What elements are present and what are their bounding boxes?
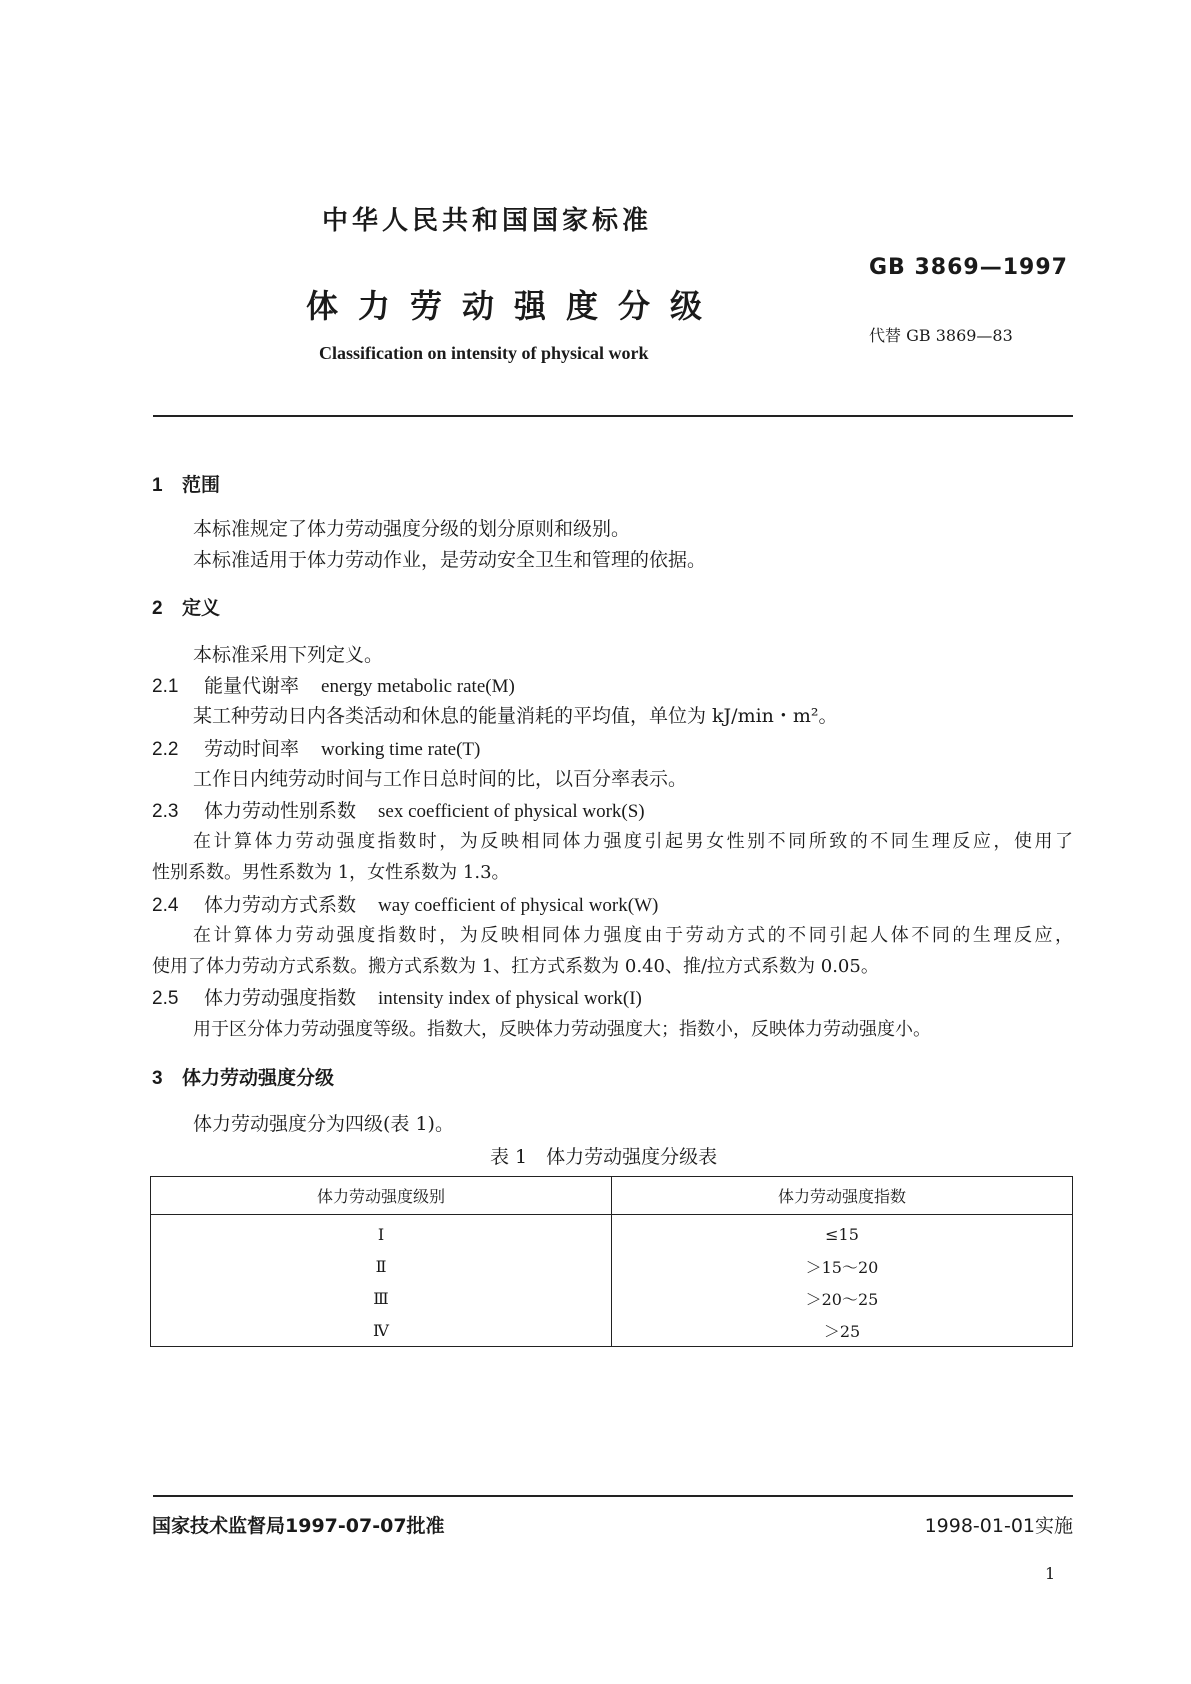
index-cell: ≤15 bbox=[612, 1215, 1073, 1251]
table-caption: 表 1 体力劳动强度分级表 bbox=[490, 1146, 718, 1168]
intensity-classification-table bbox=[150, 1176, 1073, 1347]
index-cell: ＞15～20 bbox=[612, 1250, 1073, 1282]
paragraph-continued: 使用了体力劳动方式系数。搬方式系数为 1、扛方式系数为 0.40、推/拉方式系数为 0.05。 bbox=[152, 956, 879, 977]
term: 体力劳动性别系数 bbox=[204, 800, 357, 822]
footer-divider bbox=[153, 1495, 1073, 1497]
section-2-heading bbox=[152, 596, 220, 621]
level-cell: Ⅰ bbox=[151, 1215, 612, 1251]
table-header-row bbox=[151, 1177, 1073, 1215]
definition-2-4 bbox=[152, 893, 658, 918]
term: 体力劳动方式系数 bbox=[204, 894, 357, 916]
term-english: sex coefficient of physical work(S) bbox=[378, 801, 645, 822]
paragraph: 在计算体力劳动强度指数时，为反映相同体力强度由于劳动方式的不同引起人体不同的生理反应， bbox=[193, 925, 1073, 946]
level-cell: Ⅲ bbox=[151, 1282, 612, 1314]
page-number: 1 bbox=[1045, 1564, 1056, 1583]
section-number: 3 bbox=[152, 1068, 163, 1089]
table-row bbox=[151, 1282, 1073, 1314]
level-cell: Ⅳ bbox=[151, 1314, 612, 1347]
approval-note: 国家技术监督局1997-07-07批准 bbox=[152, 1515, 445, 1537]
section-1-heading bbox=[152, 473, 220, 498]
column-header-index: 体力劳动强度指数 bbox=[612, 1177, 1073, 1215]
definition-2-3 bbox=[152, 799, 645, 824]
standard-code: GB 3869—1997 bbox=[869, 255, 1068, 280]
term-english: intensity index of physical work(I) bbox=[378, 988, 642, 1009]
document-title: 体力劳动强度分级 bbox=[306, 287, 723, 325]
definition-2-2 bbox=[152, 737, 480, 762]
paragraph: 工作日内纯劳动时间与工作日总时间的比，以百分率表示。 bbox=[193, 768, 688, 790]
english-title: Classification on intensity of physical work bbox=[319, 343, 649, 363]
term: 劳动时间率 bbox=[204, 738, 300, 760]
clause-number: 2.2 bbox=[152, 739, 179, 760]
section-3-heading bbox=[152, 1066, 334, 1091]
column-header-level: 体力劳动强度级别 bbox=[151, 1177, 612, 1215]
clause-number: 2.1 bbox=[152, 676, 179, 697]
clause-number: 2.5 bbox=[152, 988, 179, 1009]
section-title: 体力劳动强度分级 bbox=[182, 1067, 335, 1089]
term-english: working time rate(T) bbox=[321, 739, 481, 760]
paragraph: 本标准规定了体力劳动强度分级的划分原则和级别。 bbox=[193, 518, 631, 540]
paragraph: 体力劳动强度分为四级(表 1)。 bbox=[193, 1113, 454, 1135]
term-english: way coefficient of physical work(W) bbox=[378, 895, 659, 916]
clause-number: 2.3 bbox=[152, 801, 179, 822]
level-cell: Ⅱ bbox=[151, 1250, 612, 1282]
term: 体力劳动强度指数 bbox=[204, 987, 357, 1009]
paragraph: 本标准采用下列定义。 bbox=[193, 644, 384, 666]
section-title: 范围 bbox=[182, 474, 221, 496]
paragraph: 用于区分体力劳动强度等级。指数大，反映体力劳动强度大；指数小，反映体力劳动强度小。 bbox=[193, 1019, 931, 1040]
definition-2-5 bbox=[152, 986, 642, 1011]
definition-2-1 bbox=[152, 674, 515, 699]
clause-number: 2.4 bbox=[152, 895, 179, 916]
national-standard-heading: 中华人民共和国国家标准 bbox=[322, 206, 653, 236]
effective-date: 1998-01-01实施 bbox=[924, 1515, 1073, 1537]
replaces-standard: 代替 GB 3869—83 bbox=[869, 326, 1013, 345]
header-divider bbox=[153, 415, 1073, 417]
section-title: 定义 bbox=[182, 597, 221, 619]
paragraph: 本标准适用于体力劳动作业，是劳动安全卫生和管理的依据。 bbox=[193, 549, 707, 571]
index-cell: ＞20～25 bbox=[612, 1282, 1073, 1314]
paragraph-continued: 性别系数。男性系数为 1，女性系数为 1.3。 bbox=[152, 862, 510, 883]
term-english: energy metabolic rate(M) bbox=[321, 676, 515, 697]
table-row bbox=[151, 1314, 1073, 1347]
table-row bbox=[151, 1250, 1073, 1282]
term: 能量代谢率 bbox=[204, 675, 300, 697]
paragraph: 某工种劳动日内各类活动和休息的能量消耗的平均值，单位为 kJ/min・m²。 bbox=[193, 705, 838, 727]
paragraph: 在计算体力劳动强度指数时，为反映相同体力强度引起男女性别不同所致的不同生理反应，使用了 bbox=[193, 831, 1073, 852]
table-row bbox=[151, 1215, 1073, 1251]
section-number: 1 bbox=[152, 475, 163, 496]
index-cell: ＞25 bbox=[612, 1314, 1073, 1347]
section-number: 2 bbox=[152, 598, 163, 619]
